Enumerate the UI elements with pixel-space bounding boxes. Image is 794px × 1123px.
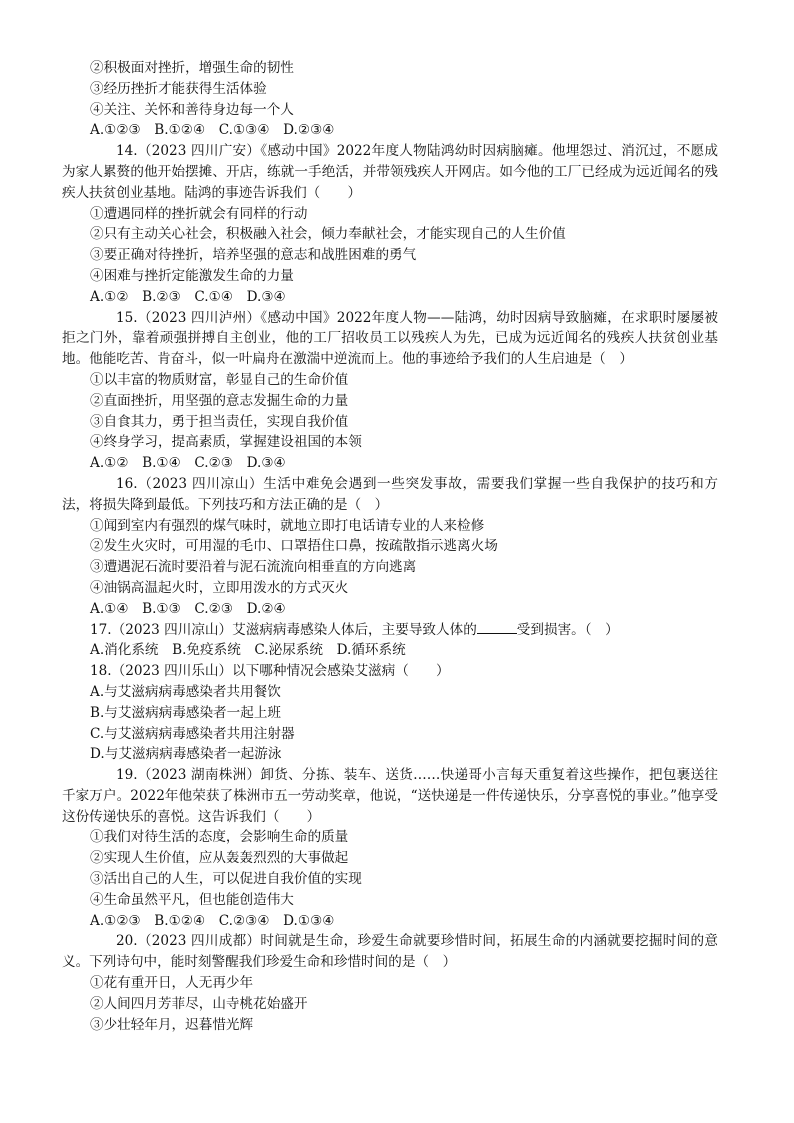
question-13-tail	[90, 58, 718, 141]
question-19	[62, 765, 718, 931]
option: ④油锅高温起火时，立即用泼水的方式灭火	[90, 579, 349, 596]
question-stem: 14.（2023 四川广安）《感动中国》2022年度人物陆鸿幼时因病脑瘫。他埋怨过、消沉过，不愿成为家人累赘的他开始摆摊、开店，练就一手绝活，并带领残疾人开网店。如今他的工厂已经成为远近闻名的残疾人扶贫创业基地。陆鸿的事迹告诉我们（ ）	[62, 143, 718, 201]
option: ③少壮轻年月，迟暮惜光辉	[90, 1016, 254, 1033]
question-18	[90, 661, 718, 765]
option: ③活出自己的人生，可以促进自我价值的实现	[90, 871, 362, 888]
option: D.与艾滋病病毒感染者一起游泳	[90, 746, 282, 763]
option: ③要正确对待挫折，培养坚强的意志和战胜困难的勇气	[90, 247, 417, 264]
option: ①我们对待生活的态度，会影响生命的质量	[90, 829, 349, 846]
option: ②发生火灾时，可用湿的毛巾、口罩捂住口鼻，按疏散指示逃离火场	[90, 538, 498, 555]
option: C.与艾滋病病毒感染者共用注射器	[90, 725, 295, 742]
answer-choices: A.①② B.②③ C.①④ D.③④	[90, 288, 286, 305]
answer-choices: A.消化系统 B.免疫系统 C.泌尿系统 D.循环系统	[90, 642, 406, 659]
answer-choices: A.①④ B.①③ C.②③ D.②④	[90, 600, 286, 617]
answer-choices: A.①② B.①④ C.②③ D.③④	[90, 455, 286, 472]
question-stem: 20.（2023 四川成都）时间就是生命，珍爱生命就要珍惜时间，拓展生命的内涵就要挖掘时间的意义。下列诗句中，能时刻警醒我们珍爱生命和珍惜时间的是（ ）	[62, 933, 718, 971]
option: ②只有主动关心社会，积极融入社会，倾力奉献社会，才能实现自己的人生价值	[90, 226, 566, 243]
option: ②积极面对挫折，增强生命的韧性	[90, 60, 294, 76]
option: A.与艾滋病病毒感染者共用餐饮	[90, 683, 281, 700]
option: ②人间四月芳菲尽，山寺桃花始盛开	[90, 995, 308, 1012]
answer-choices: A.①②③ B.①②④ C.①③④ D.②③④	[90, 122, 335, 139]
question-stem: 16.（2023 四川凉山）生活中难免会遇到一些突发事故，需要我们掌握一些自我保护的技巧和方法，将损失降到最低。下列技巧和方法正确的是（ ）	[62, 475, 718, 513]
option: ③遭遇泥石流时要沿着与泥石流流向相垂直的方向逃离	[90, 559, 417, 576]
question-17	[90, 620, 718, 662]
question-stem: 18.（2023 四川乐山）以下哪种情况会感染艾滋病（ ）	[90, 663, 450, 680]
question-14	[62, 141, 718, 307]
option: ④关注、关怀和善待身边每一个人	[90, 101, 294, 118]
option: ①遭遇同样的挫折就会有同样的行动	[90, 205, 308, 222]
option: ④终身学习，提高素质，掌握建设祖国的本领	[90, 434, 362, 451]
question-stem: 19.（2023 湖南株洲）卸货、分拣、装车、送货……快递哥小言每天重复着这些操作，把包裹送往千家万户。2022年他荣获了株洲市五一劳动奖章，他说，“送快递是一件传递快乐，分享喜悦的事业。”他享受这份传递快乐的喜悦。这告诉我们（ ）	[62, 767, 718, 825]
option: ②实现人生价值，应从轰轰烈烈的大事做起	[90, 850, 349, 867]
question-stem: 15.（2023 四川泸州）《感动中国》2022年度人物——陆鸿，幼时因病导致脑瘫，在求职时屡屡被拒之门外，靠着顽强拼搏自主创业，他的工厂招收员工以残疾人为先，已成为远近闻名的残疾人扶贫创业基地。他能吃苦、肯奋斗，似一叶扁舟在激湍中逆流而上。他的事迹给予我们的人生启迪是（ ）	[62, 309, 718, 368]
option: ④困难与挫折定能激发生命的力量	[90, 267, 294, 284]
stem-part-a: 17.（2023 四川凉山）艾滋病病毒感染人体后，主要导致人体的	[90, 621, 477, 638]
option: ②直面挫折，用坚强的意志发掘生命的力量	[90, 392, 349, 409]
option: ③自食其力，勇于担当责任，实现自我价值	[90, 413, 349, 430]
question-15	[62, 308, 718, 474]
question-16	[62, 474, 718, 620]
option: ①花有重开日，人无再少年	[90, 975, 254, 992]
option: ①以丰富的物质财富，彰显自己的生命价值	[90, 371, 349, 388]
question-20	[62, 931, 718, 1035]
option: ①闻到室内有强烈的煤气味时，就地立即打电话请专业的人来检修	[90, 517, 485, 534]
fill-blank	[477, 632, 517, 634]
stem-part-b: 受到损害。（ ）	[516, 621, 619, 638]
question-stem	[90, 620, 718, 641]
option: B.与艾滋病病毒感染者一起上班	[90, 704, 282, 721]
option: ③经历挫折才能获得生活体验	[90, 80, 267, 97]
answer-choices: A.①②③ B.①②④ C.②③④ D.①③④	[90, 912, 335, 929]
option: ④生命虽然平凡，但也能创造伟大	[90, 891, 294, 908]
